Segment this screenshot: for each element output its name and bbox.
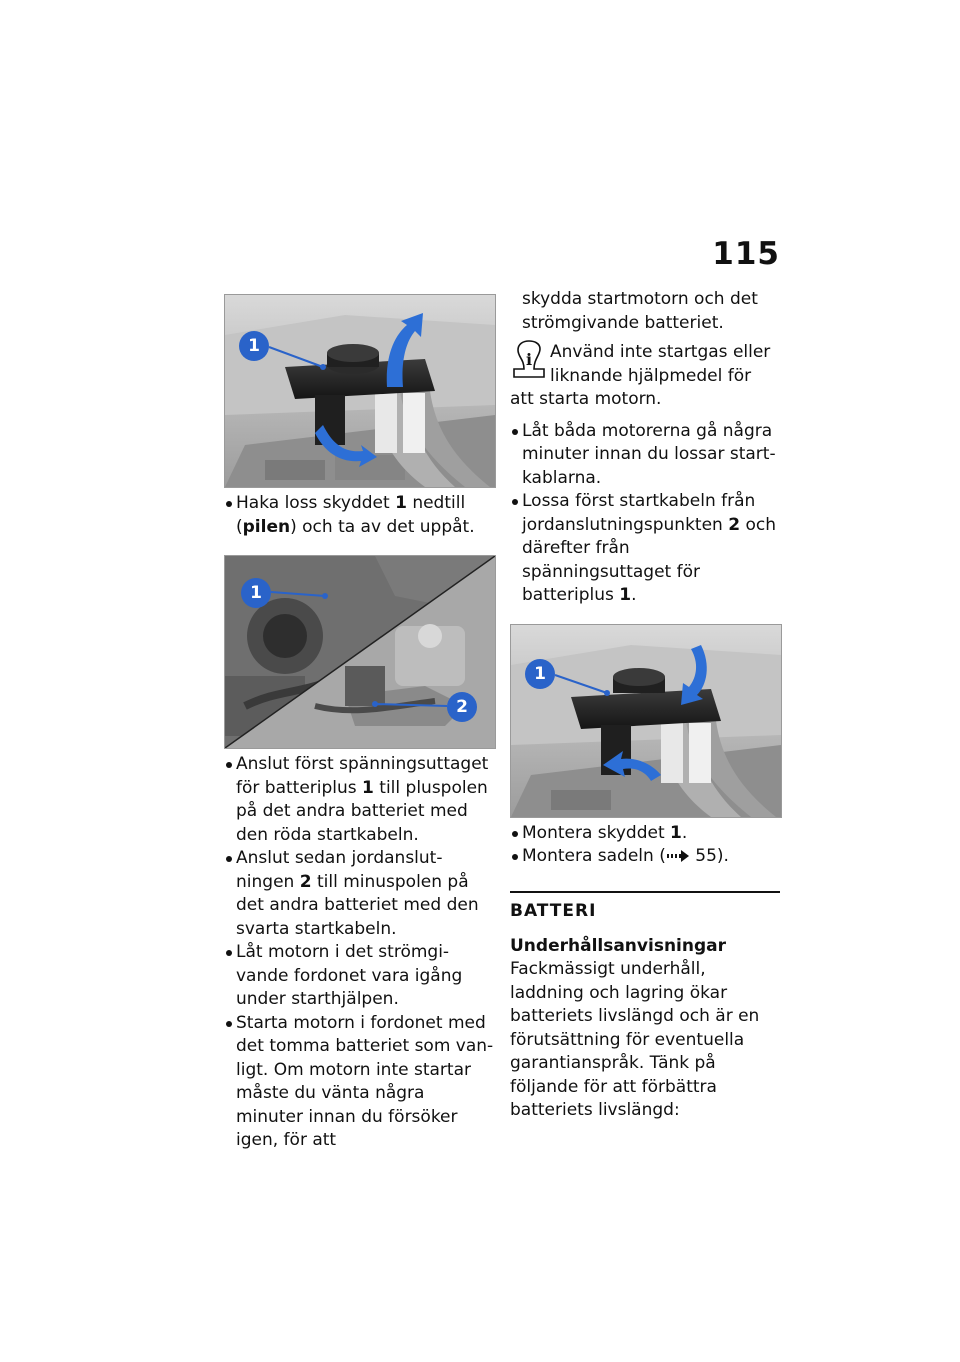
cover-mount-illustration (511, 625, 781, 817)
steps-4 (510, 822, 780, 869)
cover-removal-illustration (225, 295, 495, 487)
step-connect-plus: Anslut först spänningsuttaget för batteriplus 1 till pluspolen på det andra batteriet med den röda startkabeln. (224, 753, 494, 847)
step-connect-ground: Anslut sedan jordanslutningen 2 till minuspolen på det andra batteriet med den svarta startkabeln. (224, 847, 494, 941)
page-number: 115 (712, 236, 780, 272)
steps-1 (224, 492, 494, 539)
step-mount-seat: Montera sadeln ( 55). (510, 845, 780, 869)
section-divider (510, 891, 780, 893)
callout-1: 1 (525, 659, 555, 689)
svg-text:i: i (525, 350, 533, 369)
right-column (510, 288, 780, 1123)
figure-jump-connections (224, 555, 496, 749)
callout-1: 1 (239, 331, 269, 361)
step-mount-cover: Montera skyddet 1. (510, 822, 780, 846)
step-disconnect: Lossa först startkabeln från jordanslutningspunkten 2 och därefter från spänningsuttaget för batteriplus 1. (510, 490, 780, 608)
figure-cover-removal (224, 294, 496, 488)
steps-2 (224, 753, 494, 1153)
steps-3 (510, 420, 780, 608)
page-reference[interactable]: 55 (695, 846, 717, 866)
page-reference-icon (667, 850, 689, 862)
step-keep-engine-running: Låt motorn i det strömgivande fordonet vara igång under starthjälpen. (224, 941, 494, 1012)
step-unhook-cover: Haka loss skyddet 1 nedtill (pilen) och ta av det uppåt. (224, 492, 494, 539)
callout-1: 1 (241, 578, 271, 608)
sub-title: Underhållsanvisningar (510, 935, 726, 956)
maintenance-paragraph: Fackmässigt underhåll, laddning och lagring ökar batteriets livslängd och är en förutsättning för eventuella garantianspråk. Tänk på följande för att förbättra batteriets livslängd: (510, 959, 760, 1120)
callout-2: 2 (447, 692, 477, 722)
step-continuation: skydda startmotorn och det strömgivande batteriet. (522, 289, 758, 333)
info-note: i Använd inte startgas eller liknande hjälpmedel för att starta motorn. (510, 341, 780, 412)
figure-cover-mount (510, 624, 782, 818)
section-title: BATTERI (510, 900, 597, 921)
step-start-engine: Starta motorn i fordonet med det tomma batteriet som vanligt. Om motorn inte startar måste du vänta några minuter innan du försöker igen, för att (224, 1012, 494, 1153)
left-column (224, 294, 494, 1153)
info-icon (510, 339, 548, 383)
step-run-both: Låt båda motorerna gå några minuter innan du lossar startkablarna. (510, 420, 780, 491)
